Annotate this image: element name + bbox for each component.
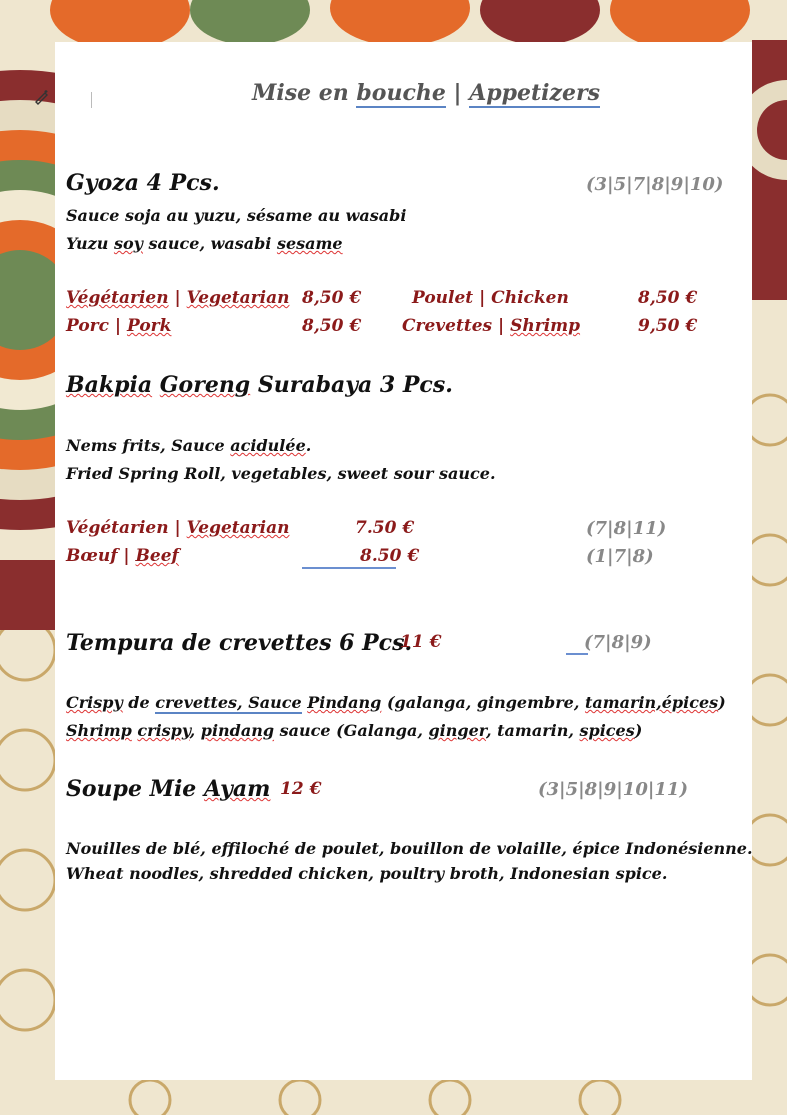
option-price-vegetarian-bakpia: 7.50 € xyxy=(355,518,415,538)
allergens-soupe: (3|5|8|9|10|11) xyxy=(538,779,688,800)
title-separator: | xyxy=(445,80,470,106)
price-soupe: 12 € xyxy=(280,779,322,799)
option-label-pork: Porc | Pork xyxy=(66,316,172,336)
title-en: Appetizers xyxy=(469,80,601,106)
dish-name-bakpia: Bakpia Goreng Surabaya 3 Pcs. xyxy=(66,372,453,398)
allergens-vegetarian-bakpia: (7|8|11) xyxy=(586,518,667,539)
edit-icon[interactable] xyxy=(33,88,51,106)
dish-name-gyoza: Gyoza 4 Pcs. xyxy=(66,170,220,196)
option-price-beef: 8.50 € xyxy=(360,546,420,566)
option-price-shrimp: 9,50 € xyxy=(638,316,698,336)
desc-fr-tempura: Crispy de crevettes, Sauce Pindang (galanga, gingembre, tamarin,épices) xyxy=(66,693,726,712)
option-label-shrimp: Crevettes | Shrimp xyxy=(402,316,581,336)
price-tempura: 11 € xyxy=(400,632,442,652)
dish-name-soupe: Soupe Mie Ayam xyxy=(66,776,271,802)
allergens-gyoza: (3|5|7|8|9|10) xyxy=(586,174,724,195)
option-price-pork: 8,50 € xyxy=(302,316,362,336)
allergens-beef: (1|7|8) xyxy=(586,546,654,567)
desc-en-soupe: Wheat noodles, shredded chicken, poultry broth, Indonesian spice. xyxy=(66,864,668,883)
option-price-chicken: 8,50 € xyxy=(638,288,698,308)
desc-en-gyoza: Yuzu soy sauce, wasabi sesame xyxy=(66,234,343,253)
desc-en-tempura: Shrimp crispy, pindang sauce (Galanga, ginger, tamarin, spices) xyxy=(66,721,643,740)
option-price-vegetarian: 8,50 € xyxy=(302,288,362,308)
desc-fr-gyoza: Sauce soja au yuzu, sésame au wasabi xyxy=(66,206,407,225)
underline-mark xyxy=(566,653,588,655)
desc-fr-soupe: Nouilles de blé, effiloché de poulet, bouillon de volaille, épice Indonésienne. xyxy=(66,839,753,858)
option-label-beef: Bœuf | Beef xyxy=(66,546,179,566)
option-label-vegetarian: Végétarien | Vegetarian xyxy=(66,288,290,308)
option-label-chicken: Poulet | Chicken xyxy=(412,288,569,308)
allergens-tempura: (7|8|9) xyxy=(584,632,652,653)
text-cursor xyxy=(91,92,92,108)
option-label-vegetarian-bakpia: Végétarien | Vegetarian xyxy=(66,518,290,538)
title-fr: Mise en xyxy=(252,80,357,106)
desc-en-bakpia: Fried Spring Roll, vegetables, sweet sour sauce. xyxy=(66,464,496,483)
dish-name-tempura: Tempura de crevettes 6 Pcs. xyxy=(66,630,413,656)
title-fr-word: bouche xyxy=(356,80,446,106)
underline-mark xyxy=(302,567,396,569)
page-title xyxy=(252,80,600,106)
desc-fr-bakpia: Nems frits, Sauce acidulée. xyxy=(66,436,312,455)
